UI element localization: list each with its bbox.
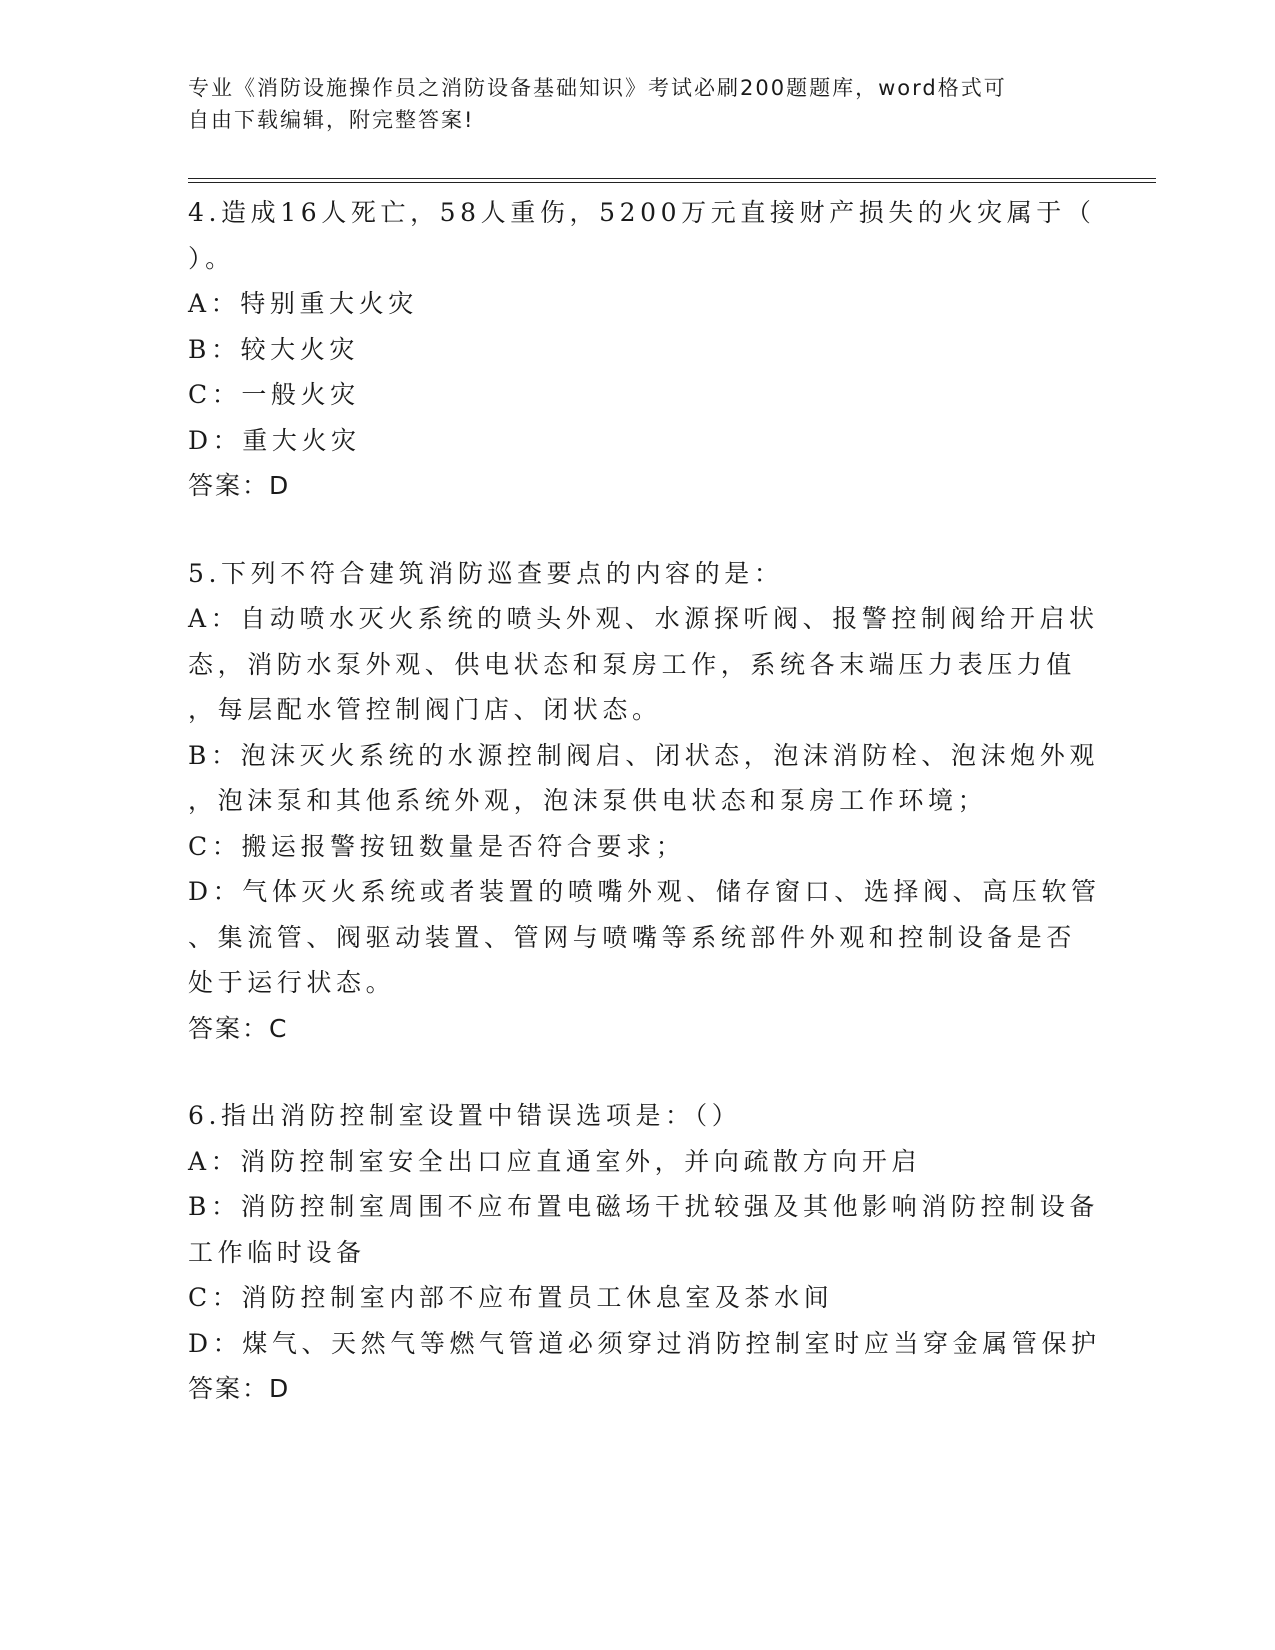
question-stem: ）。 — [188, 243, 235, 273]
option-a: A：特别重大火灾 — [188, 289, 418, 318]
option-d: D：煤气、天然气等燃气管道必须穿过消防控制室时应当穿金属管保护 — [188, 1328, 1101, 1358]
option-c: C：消防控制室内部不应布置员工休息室及茶水间 — [188, 1283, 834, 1312]
option-b: B：消防控制室周围不应布置电磁场干扰较强及其他影响消防控制设备 — [188, 1192, 1099, 1221]
question-stem: 4.造成16人死亡，58人重伤，5200万元直接财产损失的火灾属于（ — [188, 198, 1096, 227]
option-c: C：搬运报警按钮数量是否符合要求； — [188, 831, 686, 861]
option-b: B：泡沫灭火系统的水源控制阀启、闭状态，泡沫消防栓、泡沫炮外观 — [188, 740, 1099, 770]
option-d-cont: 、集流管、阀驱动装置、管网与喷嘴等系统部件外观和控制设备是否 — [188, 922, 1077, 952]
option-d: D：重大火灾 — [188, 425, 361, 455]
question-5 — [188, 551, 1101, 1052]
question-stem: 5.下列不符合建筑消防巡查要点的内容的是： — [188, 558, 784, 588]
question-stem: 6.指出消防控制室设置中错误选项是：（） — [188, 1101, 742, 1130]
option-a-cont: ，每层配水管控制阀门店、闭状态。 — [188, 695, 662, 724]
option-b: B：较大火灾 — [188, 334, 359, 364]
header-rule-top — [188, 178, 1156, 179]
answer-label: 答案：C — [188, 1013, 289, 1043]
option-a: A：消防控制室安全出口应直通室外，并向疏散方向开启 — [188, 1146, 922, 1176]
header-rule-bottom — [188, 182, 1156, 183]
option-d-cont: 处于运行状态。 — [188, 968, 396, 997]
question-4 — [188, 190, 1096, 509]
option-b-cont: ，泡沫泵和其他系统外观，泡沫泵供电状态和泵房工作环境； — [188, 786, 988, 815]
option-a-cont: 态，消防水泵外观、供电状态和泵房工作，系统各末端压力表压力值 — [188, 649, 1077, 679]
header-line-1: 专业《消防设施操作员之消防设备基础知识》考试必刷200题题库，word格式可 — [188, 76, 1007, 100]
question-list — [188, 190, 1101, 1454]
answer-label: 答案：D — [188, 1374, 291, 1403]
option-c: C：一般火灾 — [188, 380, 360, 409]
option-a: A：自动喷水灭火系统的喷头外观、水源探听阀、报警控制阀给开启状 — [188, 604, 1099, 633]
answer-label: 答案：D — [188, 471, 291, 500]
header-line-2: 自由下载编辑，附完整答案! — [188, 108, 475, 132]
document-header — [188, 72, 1068, 136]
question-6 — [188, 1093, 1101, 1412]
option-d: D：气体灭火系统或者装置的喷嘴外观、储存窗口、选择阀、高压软管 — [188, 877, 1101, 906]
option-b-cont: 工作临时设备 — [188, 1237, 366, 1267]
